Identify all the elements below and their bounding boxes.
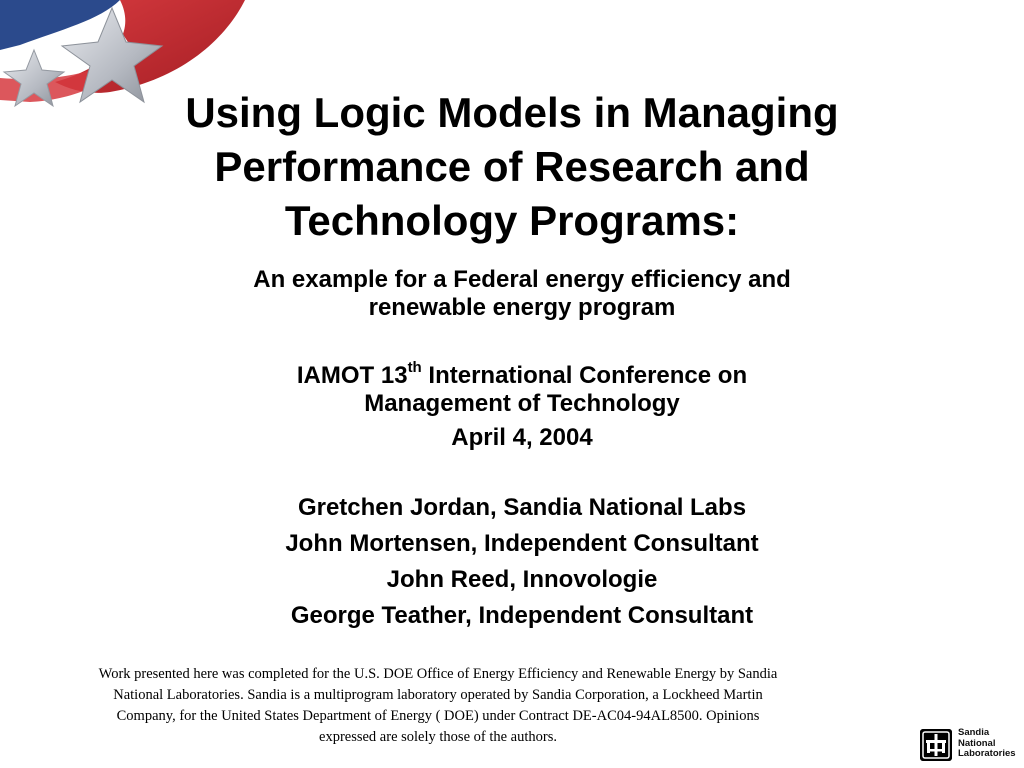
author-item: John Reed, Innovologie [386, 566, 658, 593]
conference-rest: International Conference on [421, 362, 748, 389]
author-list [160, 490, 884, 634]
slide-title [140, 86, 884, 248]
footnote-line: Company, for the United States Department of Energy ( DOE) under Contract DE-AC04-94AL8500. Opinions [116, 708, 760, 724]
sandia-logo-text [958, 728, 1016, 760]
subtitle-line: renewable energy program [368, 294, 676, 321]
sandia-thunderbird-icon [920, 729, 952, 761]
author-item: John Mortensen, Independent Consultant [285, 530, 759, 557]
conference-line-1 [180, 359, 864, 390]
logo-line: Laboratories [958, 748, 1016, 759]
conference-name [180, 359, 864, 418]
conference-prefix: IAMOT 13 [296, 362, 408, 389]
subtitle-line: An example for a Federal energy efficiency and [253, 266, 791, 293]
logo-line: National [958, 737, 996, 749]
footnote-line: expressed are solely those of the authors. [319, 729, 557, 745]
logo-line: Sandia [958, 727, 990, 738]
sandia-logo [920, 726, 1016, 762]
footnote-line: National Laboratories. Sandia is a multiprogram laboratory operated by Sandia Corporation, a Lockheed Martin [113, 687, 763, 703]
funding-footnote [28, 664, 848, 748]
conference-date: April 4, 2004 [451, 424, 593, 451]
ordinal-suffix: th [407, 359, 422, 376]
footnote-line: Work presented here was completed for the U.S. DOE Office of Energy Efficiency and Renewable Energy by Sandia [98, 666, 778, 682]
title-line: Performance of Research and [214, 143, 810, 190]
author-item: George Teather, Independent Consultant [290, 602, 754, 629]
title-line: Using Logic Models in Managing [185, 89, 839, 136]
title-line: Technology Programs: [284, 197, 740, 244]
author-item: Gretchen Jordan, Sandia National Labs [297, 494, 747, 521]
conference-line-2: Management of Technology [364, 390, 680, 417]
slide-subtitle [180, 266, 864, 322]
